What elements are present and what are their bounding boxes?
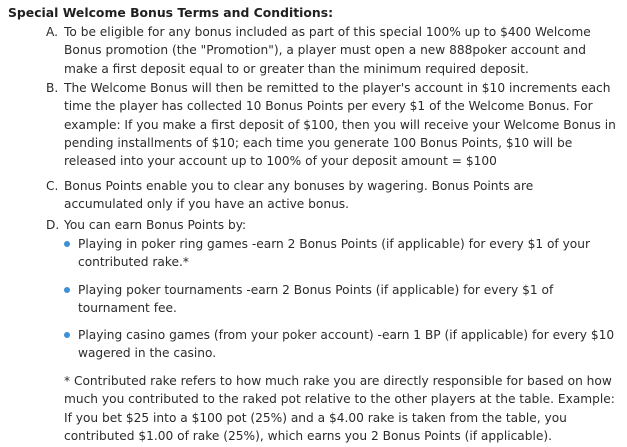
contributed-rake-footnote: * Contributed rake refers to how much rake you are directly responsible for based on how much you contributed to the raked pot relative to the other players at the table. Example: If you bet $25 into a $100 pot (25%) and a $4.00 rake is taken from the table, you contributed $1.00 of rake (25%), which earns you 2 Bonus Points (if applicable). — [64, 374, 615, 443]
bullet-text: Playing casino games (from your poker account) -earn 1 BP (if applicable) for every $10 wagered in the casino. — [78, 328, 615, 361]
bullet-dot-icon — [64, 287, 70, 293]
clause-text: You can earn Bonus Points by: — [64, 218, 247, 232]
clause-text: Bonus Points enable you to clear any bonuses by wagering. Bonus Points are accumulated only if you have an active bonus. — [64, 179, 534, 212]
clause-letter: C. — [46, 179, 59, 193]
bonus-points-bullet — [64, 281, 616, 318]
bullet-text: Playing in poker ring games -earn 2 Bonus Points (if applicable) for every $1 of your contributed rake.* — [78, 237, 590, 270]
bullet-text: Playing poker tournaments -earn 2 Bonus Points (if applicable) for every $1 of tournament fee. — [78, 283, 554, 316]
bullet-dot-icon — [64, 241, 70, 247]
clause-a — [46, 23, 616, 78]
clause-letter: B. — [46, 81, 59, 95]
bonus-points-bullet — [64, 326, 616, 363]
clause-letter: A. — [46, 25, 58, 39]
bonus-points-bullet — [64, 235, 616, 272]
clause-c — [46, 177, 616, 214]
clause-d — [46, 216, 616, 234]
clause-letter: D. — [46, 218, 60, 232]
clause-text: To be eligible for any bonus included as part of this special 100% up to $400 Welcome Bonus promotion (the "Promotion"), a player must open a new 888poker account and make a first deposit equal to or greater than the minimum required deposit. — [64, 25, 591, 76]
clause-b — [46, 79, 616, 170]
terms-title: Special Welcome Bonus Terms and Conditions: — [8, 5, 334, 20]
clause-text: The Welcome Bonus will then be remitted to the player's account in $10 increments each time the player has collected 10 Bonus Points per every $1 of the Welcome Bonus. For example: If you make a first deposit of $100, then you will receive your Welcome Bonus in pending installments of $10; each time you generate 100 Bonus Points, $10 will be released into your account up to 100% of your deposit amount = $100 — [64, 81, 616, 169]
bullet-dot-icon — [64, 332, 70, 338]
